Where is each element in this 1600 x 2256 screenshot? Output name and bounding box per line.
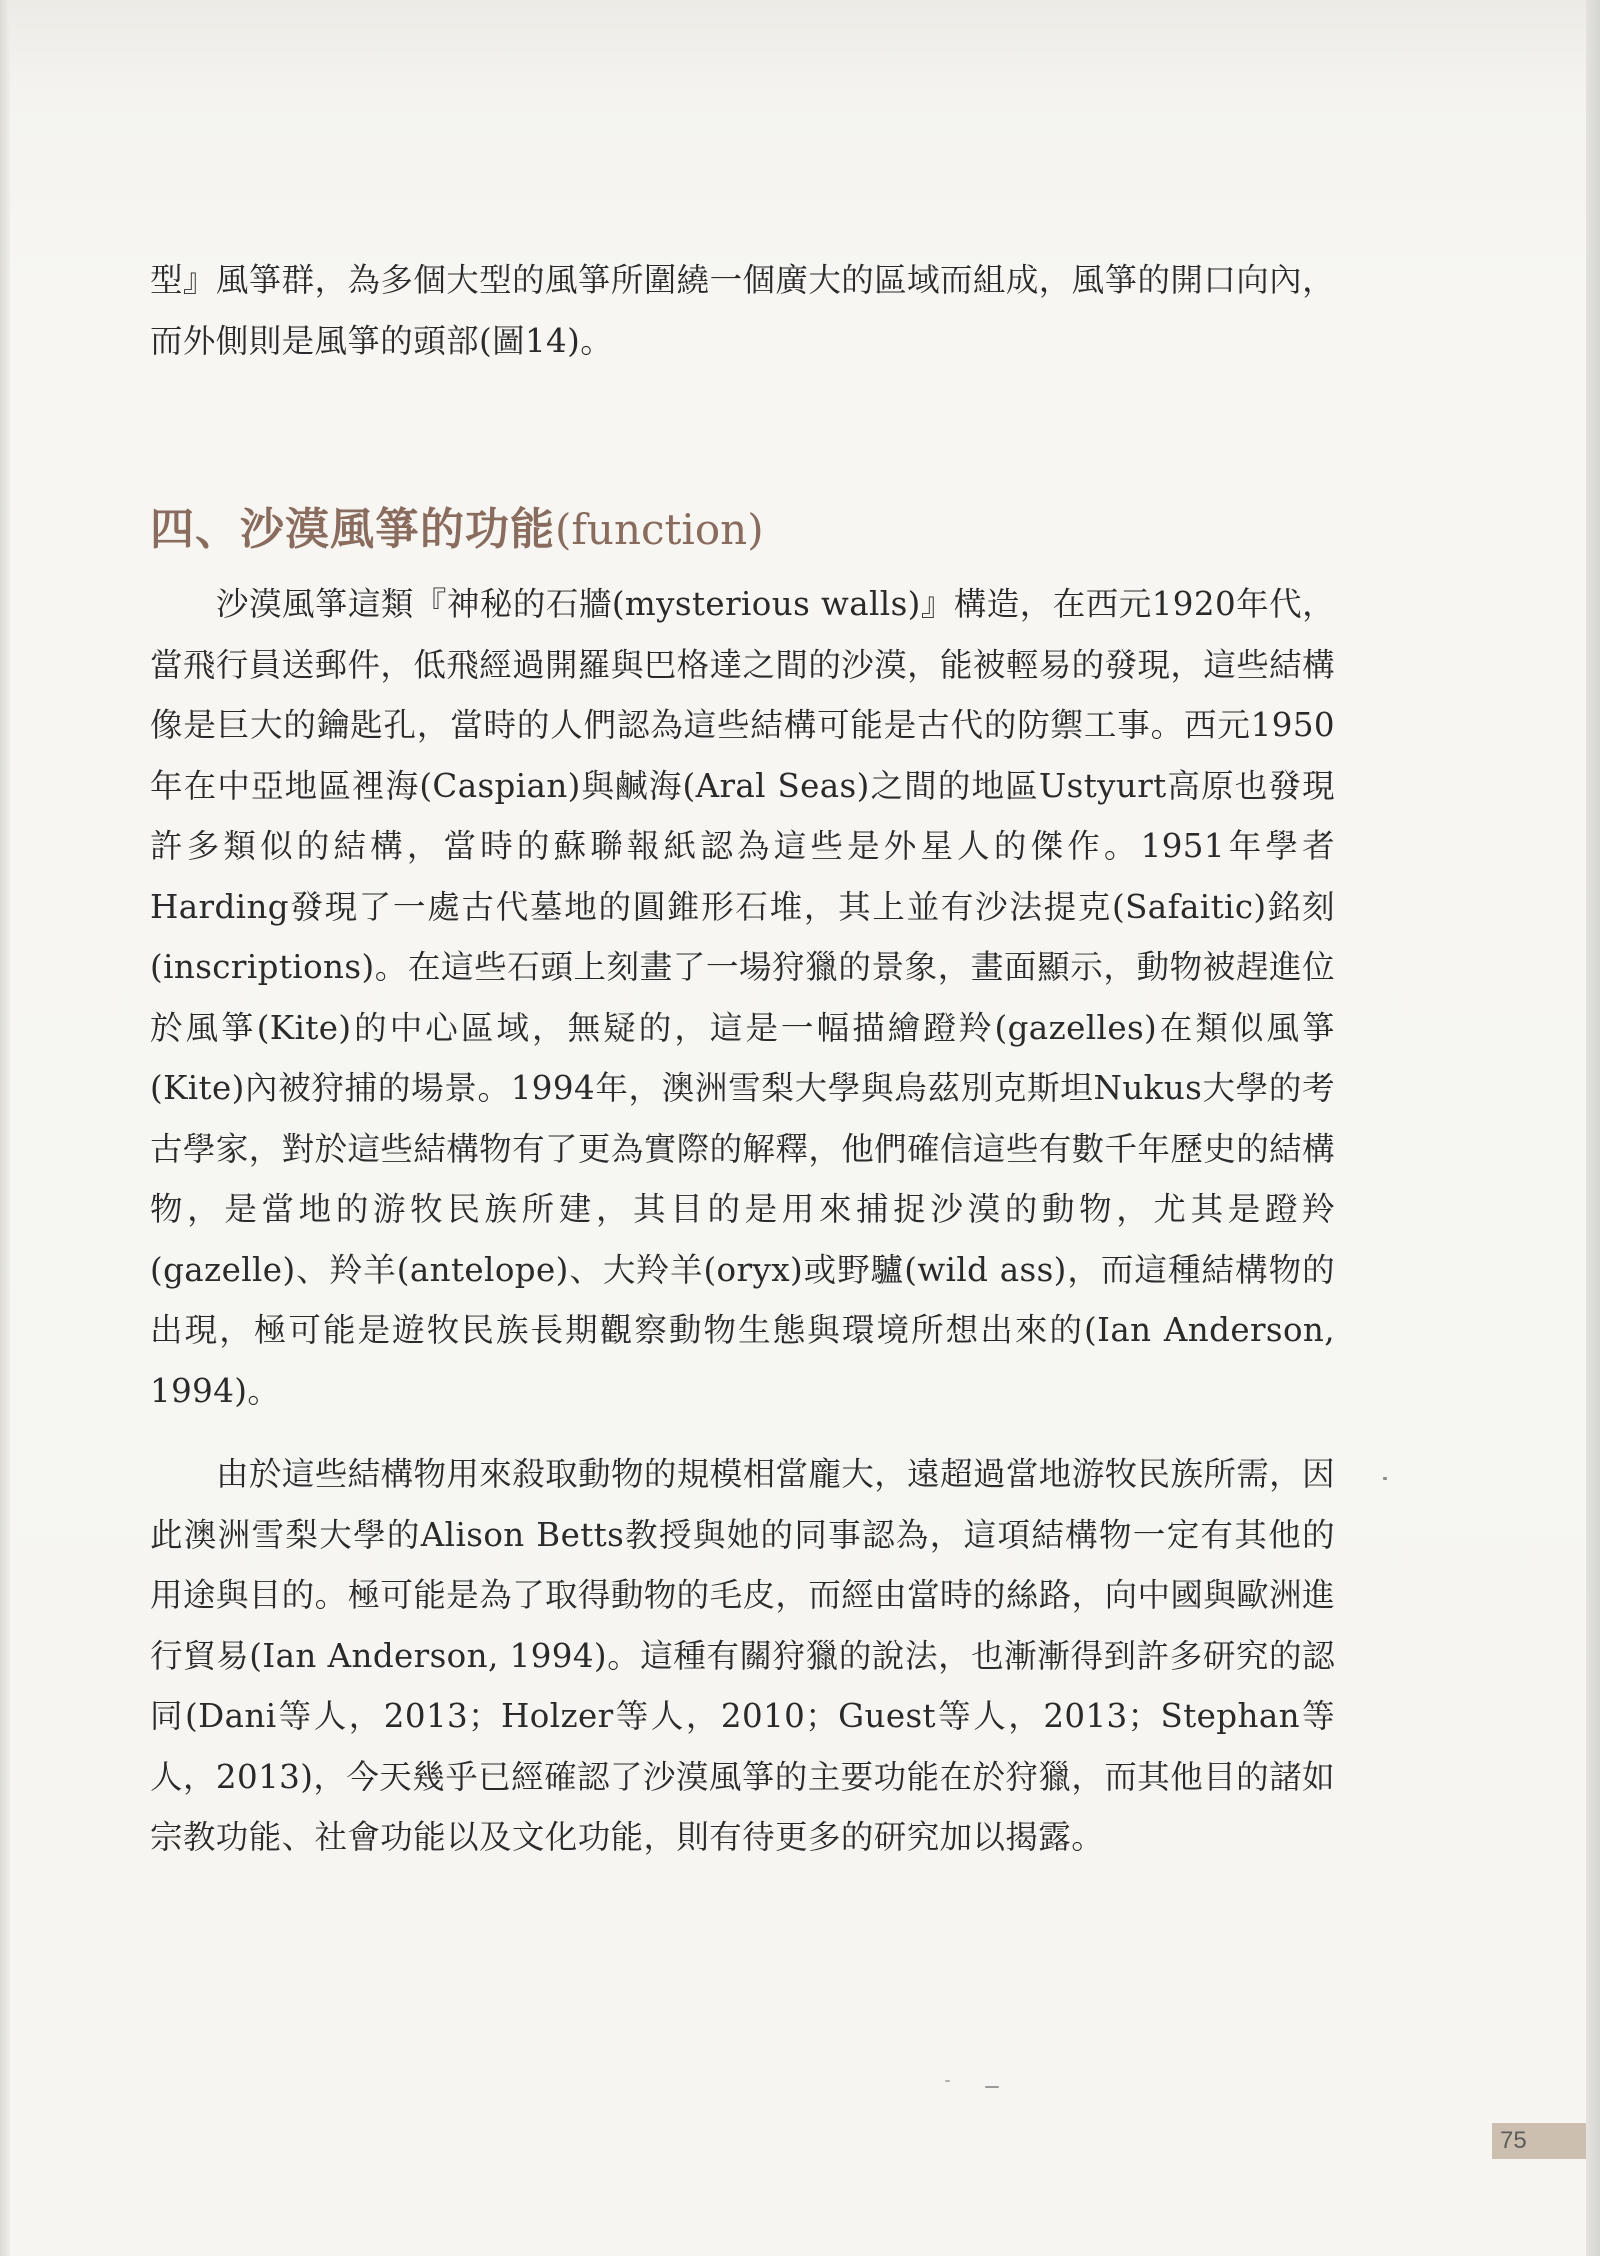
section-heading-latin: (function): [555, 505, 764, 554]
paragraph-continued: 型』風箏群，為多個大型的風箏所圍繞一個廣大的區域而組成，風箏的開口向內，而外側則是風箏的頭部(圖14)。: [150, 261, 1335, 360]
paragraph-1: 沙漠風箏這類『神秘的石牆(mysterious walls)』構造，在西元1920年代，當飛行員送郵件，低飛經過開羅與巴格達之間的沙漠，能被輕易的發現，這些結構像是巨大的鑰匙孔，當時的人們認為這些結構可能是古代的防禦工事。西元1950年在中亞地區裡海(Caspian)與鹹海(Aral Seas)之間的地區Ustyurt高原也發現許多類似的結構，當時的蘇聯報紙認為這些是外星人的傑作。1951年學者Harding發現了一處古代墓地的圓錐形石堆，其上並有沙法提克(Safaitic)銘刻(inscriptions)。在這些石頭上刻畫了一場狩獵的景象，畫面顯示，動物被趕進位於風箏(Kite)的中心區域，無疑的，這是一幅描繪蹬羚(gazelles)在類似風箏(Kite)內被狩捕的場景。1994年，澳洲雪梨大學與烏茲別克斯坦Nukus大學的考古學家，對於這些結構物有了更為實際的解釋，他們確信這些有數千年歷史的結構物，是當地的游牧民族所建，其目的是用來捕捉沙漠的動物，尤其是蹬羚(gazelle)、羚羊(antelope)、大羚羊(oryx)或野驢(wild ass)，而這種結構物的出現，極可能是遊牧民族長期觀察動物生態與環境所想出來的(Ian Anderson, 1994)。: [150, 585, 1335, 1410]
section-heading: [150, 495, 764, 565]
section-heading-main: 四、沙漠風箏的功能: [150, 504, 555, 555]
page-number: 75: [1500, 2127, 1527, 2154]
scan-speck: [945, 2080, 950, 2082]
scan-speck: [985, 2086, 999, 2088]
paragraph-2: 由於這些結構物用來殺取動物的規模相當龐大，遠超過當地游牧民族所需，因此澳洲雪梨大學的Alison Betts教授與她的同事認為，這項結構物一定有其他的用途與目的。極可能是為了取得動物的毛皮，而經由當時的絲路，向中國與歐洲進行貿易(Ian Anderson, 1994)。這種有關狩獵的說法，也漸漸得到許多研究的認同(Dani等人，2013；Holzer等人，2010；Guest等人，2013；Stephan等人，2013)，今天幾乎已經確認了沙漠風箏的主要功能在於狩獵，而其他目的諸如宗教功能、社會功能以及文化功能，則有待更多的研究加以揭露。: [150, 1455, 1335, 1856]
scan-speck: [1383, 1477, 1387, 1480]
scan-right-edge: [1586, 0, 1600, 2256]
scan-left-edge: [0, 0, 10, 2256]
